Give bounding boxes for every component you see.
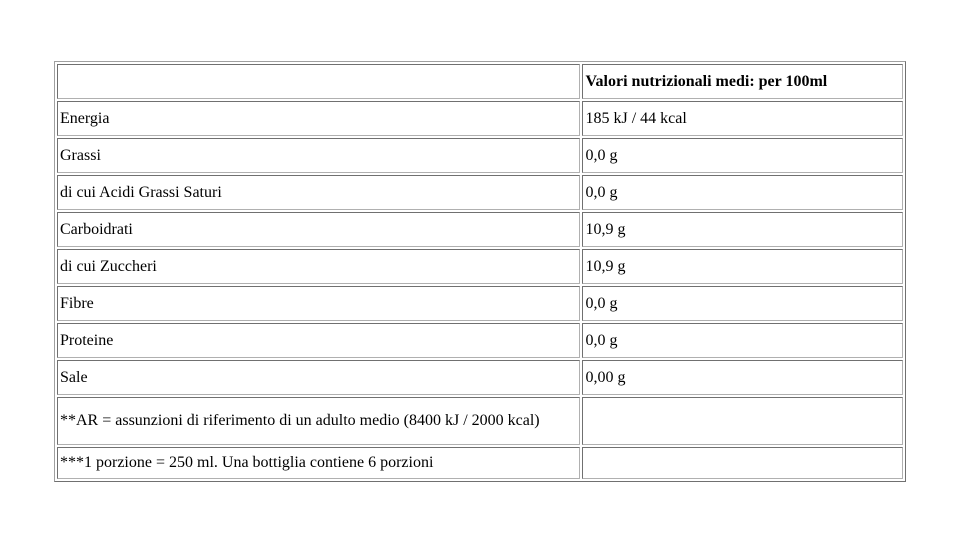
- nutrient-label: Grassi: [57, 138, 580, 173]
- table-row: [57, 138, 903, 173]
- table-header-row: [57, 64, 903, 99]
- nutrient-value: 0,0 g: [582, 175, 903, 210]
- table-row: [57, 286, 903, 321]
- nutrient-label: di cui Zuccheri: [57, 249, 580, 284]
- nutrient-label: di cui Acidi Grassi Saturi: [57, 175, 580, 210]
- nutrient-value: 10,9 g: [582, 212, 903, 247]
- header-label-cell: [57, 64, 580, 99]
- table-row: [57, 249, 903, 284]
- table-row: [57, 212, 903, 247]
- nutrient-label: Sale: [57, 360, 580, 395]
- nutrient-value: 10,9 g: [582, 249, 903, 284]
- nutrient-value: 185 kJ / 44 kcal: [582, 101, 903, 136]
- table-row: [57, 360, 903, 395]
- nutrient-label: Energia: [57, 101, 580, 136]
- table-row: [57, 101, 903, 136]
- footnote-value: [582, 447, 903, 479]
- table-row: [57, 447, 903, 479]
- nutrient-value: 0,0 g: [582, 286, 903, 321]
- nutrient-label: Carboidrati: [57, 212, 580, 247]
- nutrient-value: 0,0 g: [582, 323, 903, 358]
- footnote-label: **AR = assunzioni di riferimento di un adulto medio (8400 kJ / 2000 kcal): [57, 397, 580, 445]
- nutrient-label: Fibre: [57, 286, 580, 321]
- header-value-cell: Valori nutrizionali medi: per 100ml: [582, 64, 903, 99]
- nutrient-value: 0,0 g: [582, 138, 903, 173]
- table-row: [57, 323, 903, 358]
- footnote-value: [582, 397, 903, 445]
- nutrient-value: 0,00 g: [582, 360, 903, 395]
- table-row: [57, 397, 903, 445]
- nutrient-label: Proteine: [57, 323, 580, 358]
- footnote-label: ***1 porzione = 250 ml. Una bottiglia contiene 6 porzioni: [57, 447, 580, 479]
- nutrition-table: [54, 61, 906, 482]
- table-row: [57, 175, 903, 210]
